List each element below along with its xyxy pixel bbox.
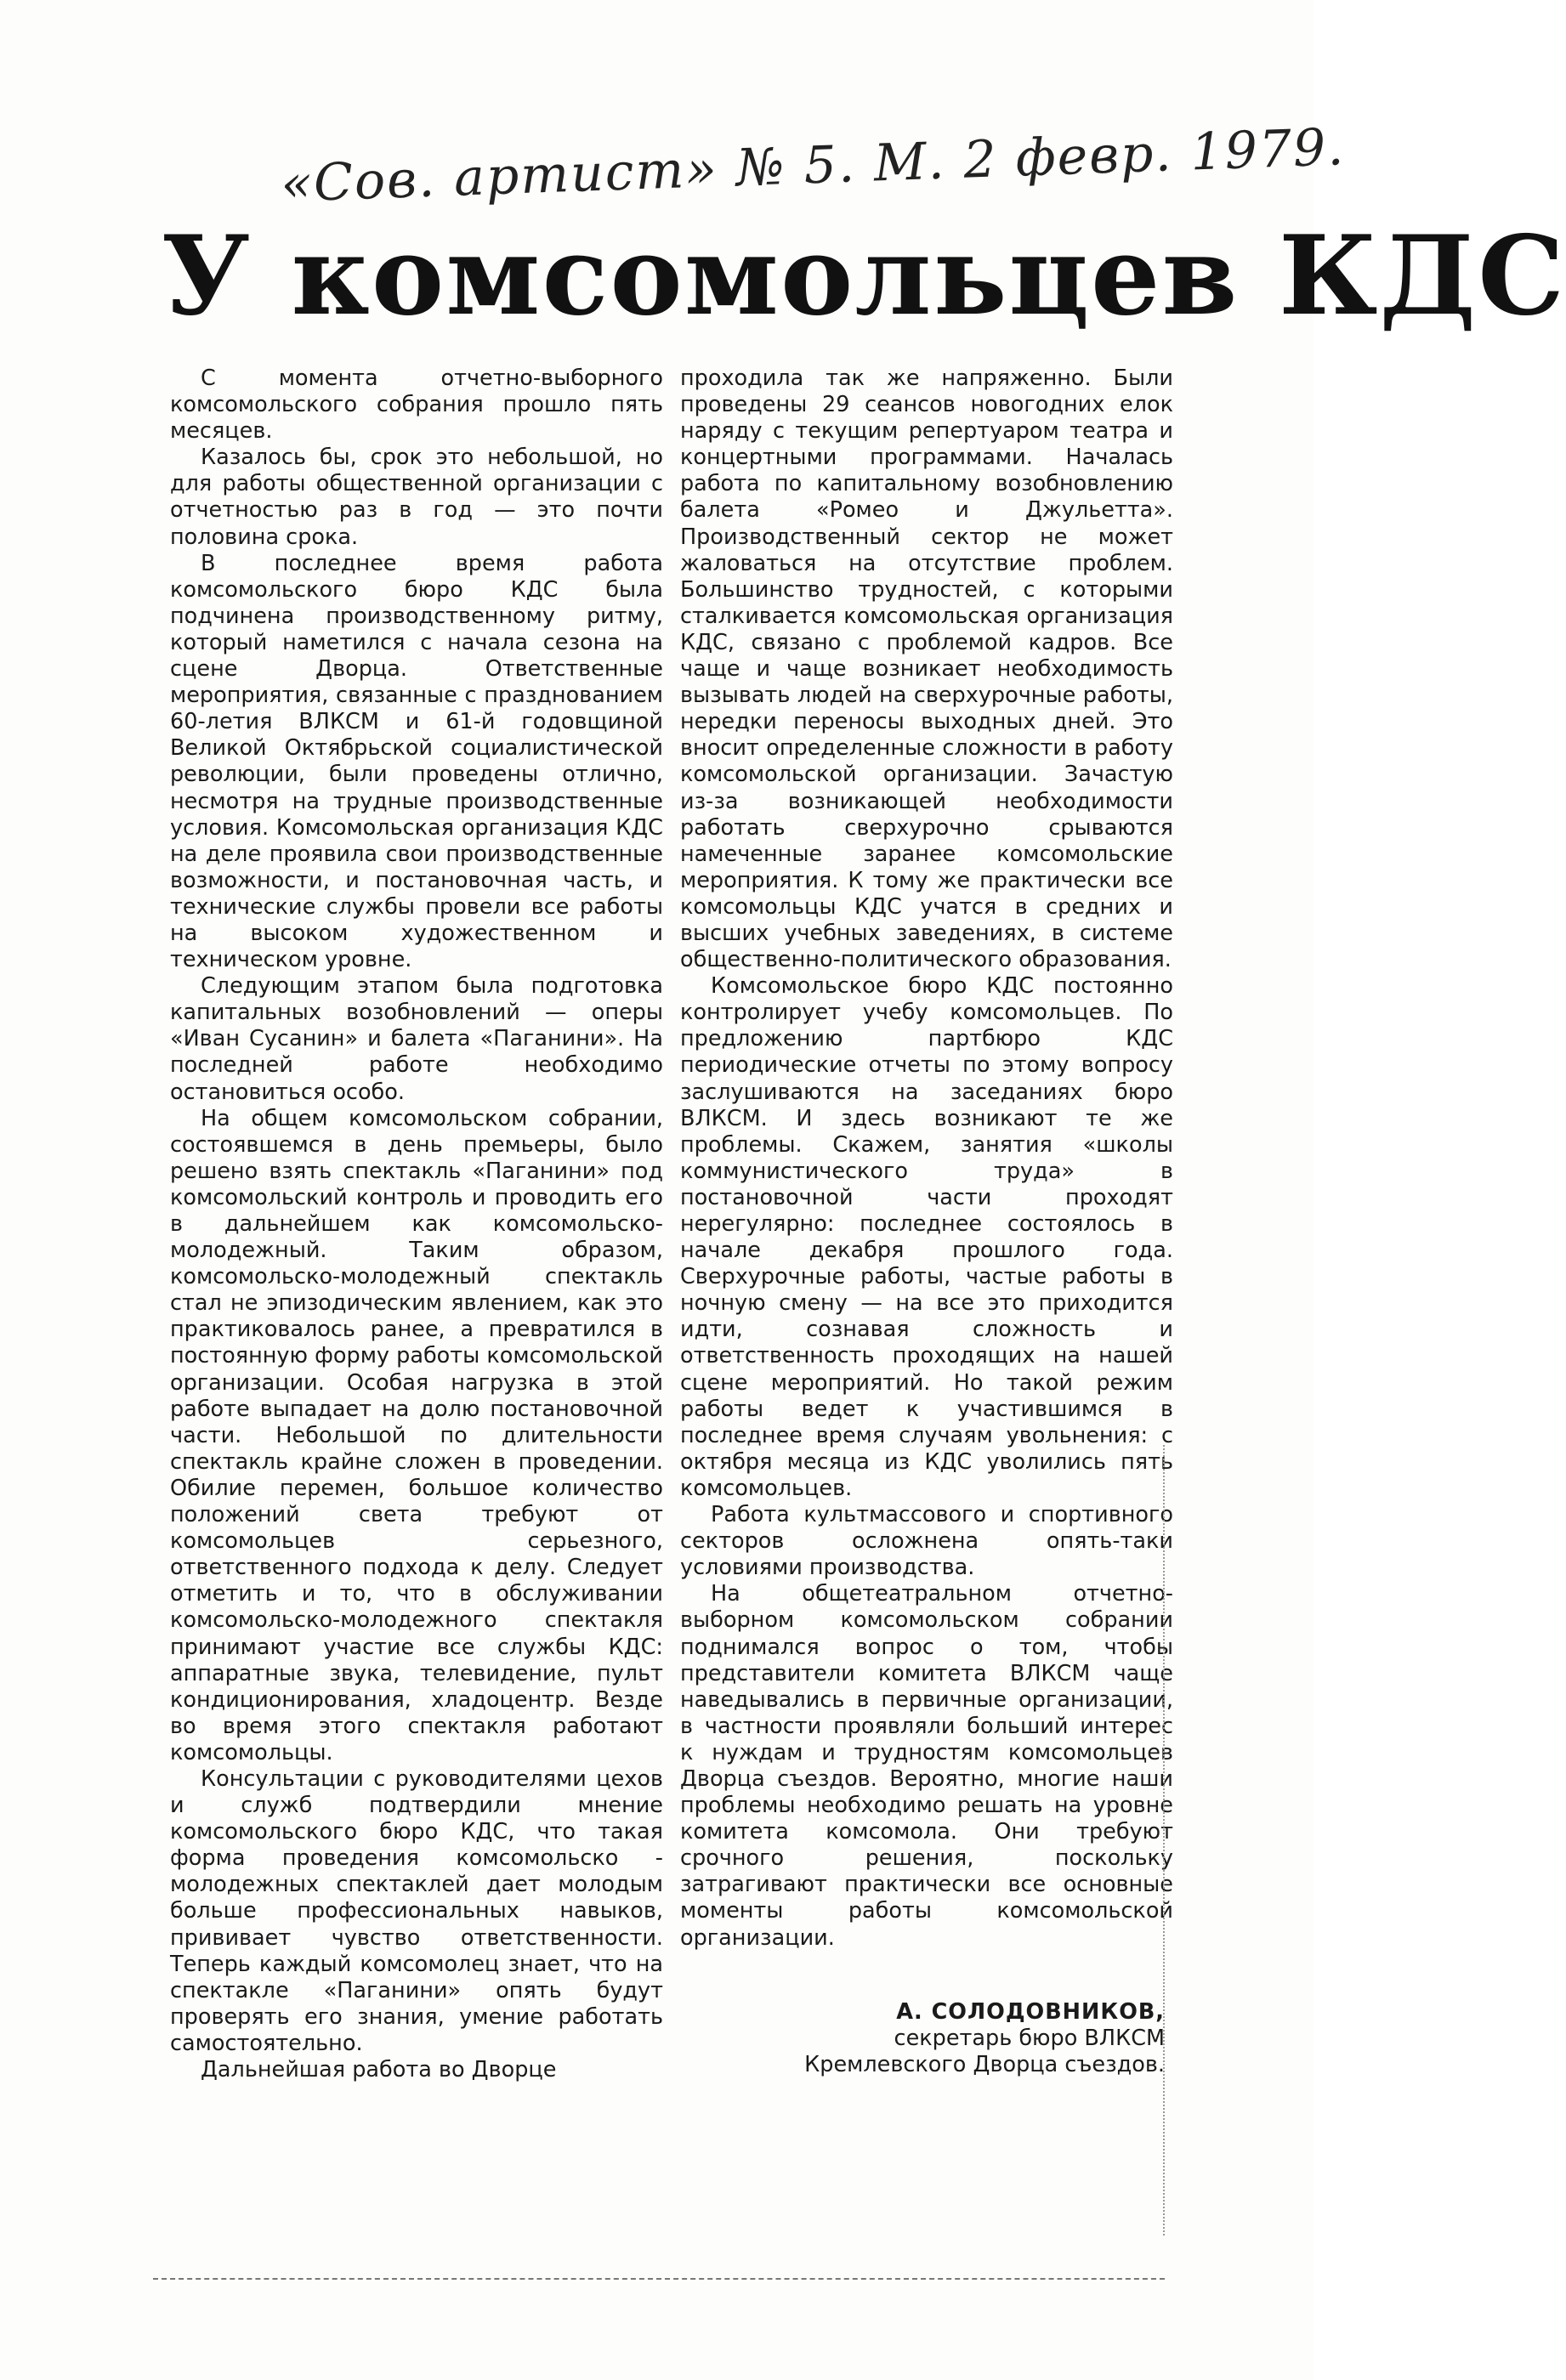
author-affiliation: Кремлевского Дворца съездов. — [804, 2051, 1165, 2077]
article-paragraph: Консультации с руководителями цехов и служб подтвердили мнение комсомольского бюро КДС, что такая форма проведения комсомольско - молодежных спектаклей дает молодым больше профессиональных навыков, прививает чувство ответственности. Теперь каждый комсомолец знает, что на спектакле «Паганини» опять будут проверять его знания, умение работать самостоятельно. — [170, 1765, 663, 2056]
article-paragraph: Комсомольское бюро КДС постоянно контролирует учебу комсомольцев. По предложению партбюро КДС периодические отчеты по этому вопросу заслушиваются на заседаниях бюро ВЛКСМ. И здесь возникают те же проблемы. Скажем, занятия «школы коммунистического труда» в постановочной части проходят нерегулярно: последнее состоялось в начале декабря прошлого года. Сверхурочные работы, частые работы в ночную смену — на все это приходится идти, сознавая сложность и ответственность проходящих на нашей сцене мероприятий. Но такой режим работы ведет к участившимся в последнее время случаям увольнения: с октября месяца из КДС уволились пять комсомольцев. — [680, 973, 1173, 1501]
author-signature — [680, 1999, 1173, 2078]
article-column-left — [170, 366, 663, 2083]
author-role: секретарь бюро ВЛКСМ — [894, 2025, 1165, 2051]
article-paragraph: Работа культмассового и спортивного секторов осложнена опять-таки условиями производства. — [680, 1502, 1173, 1581]
article-paragraph: С момента отчетно-выборного комсомольского собрания прошло пять месяцев. — [170, 366, 663, 445]
bottom-cut-rule — [153, 2278, 1165, 2280]
article-headline: У комсомольцев КДС — [162, 212, 1566, 340]
article-paragraph: На общем комсомольском собрании, состоявшемся в день премьеры, было решено взять спектакль «Паганини» под комсомольский контроль и проводить его в дальнейшем как комсомольско-молодежный. Таким образом, комсомольско-молодежный спектакль стал не эпизодическим явлением, как это практиковалось ранее, а превратился в постоянную форму работы комсомольской организации. Особая нагрузка в этой работе выпадает на долю постановочной части. Небольшой по длительности спектакль крайне сложен в проведении. Обилие перемен, большое количество положений света требуют от комсомольцев серьезного, ответственного подхода к делу. Следует отметить и то, что в обслуживании комсомольско-молодежного спектакля принимают участие все службы КДС: аппаратные звука, телевидение, пульт кондиционирования, хладоцентр. Везде во время этого спектакля работают комсомольцы. — [170, 1105, 663, 1765]
article-paragraph: Следующим этапом была подготовка капитальных возобновлений — оперы «Иван Сусанин» и балета «Паганини». На последней работе необходимо остановиться особо. — [170, 973, 663, 1105]
article-paragraph: В последнее время работа комсомольского бюро КДС была подчинена производственному ритму, который наметился с начала сезона на сцене Дворца. Ответственные мероприятия, связанные с празднованием 60-летия ВЛКСМ и 61-й годовщиной Великой Октябрьской социалистической революции, были проведены отлично, несмотря на трудные производственные условия. Комсомольская организация КДС на деле проявила свои производственные возможности, и постановочная часть, и технические службы провели все работы на высоком художественном и техническом уровне. — [170, 550, 663, 973]
article-paragraph: Дальнейшая работа во Дворце — [201, 2057, 557, 2082]
column-edge-rule — [1163, 1445, 1165, 2236]
article-paragraph: проходила так же напряженно. Были проведены 29 сеансов новогодних елок наряду с текущим репертуаром театра и концертными программами. Началась работа по капитальному возобновлению балета «Ромео и Джульетта». Производственный сектор не может жаловаться на отсутствие проблем. Большинство трудностей, с которыми сталкивается комсомольская организация КДС, связано с проблемой кадров. Все чаще и чаще возникает необходимость вызывать людей на сверхурочные работы, нередки переносы выходных дней. Это вносит определенные сложности в работу комсомольской организации. Зачастую из-за возникающей необходимости работать сверхурочно срываются намеченные заранее комсомольские мероприятия. К тому же практически все комсомольцы КДС учатся в средних и высших учебных заведениях, в системе общественно-политического образования. — [680, 366, 1173, 973]
handwritten-source-note: «Сов. артист» № 5. М. 2 февр. 1979. — [280, 117, 1347, 214]
author-name: А. СОЛОДОВНИКОВ, — [896, 1998, 1165, 2025]
article-column-right — [680, 366, 1173, 2078]
article-paragraph: На общетеатральном отчетно-выборном комсомольском собрании поднимался вопрос о том, чтобы представители комитета ВЛКСМ чаще наведывались в первичные организации, в частности проявляли больший интерес к нуждам и трудностям комсомольцев Дворца съездов. Вероятно, многие наши проблемы необходимо решать на уровне комитета комсомола. Они требуют срочного решения, поскольку затрагивают практически все основные моменты работы комсомольской организации. — [680, 1581, 1173, 1951]
article-paragraph: Казалось бы, срок это небольшой, но для работы общественной организации с отчетностью раз в год — это почти половина срока. — [170, 445, 663, 550]
